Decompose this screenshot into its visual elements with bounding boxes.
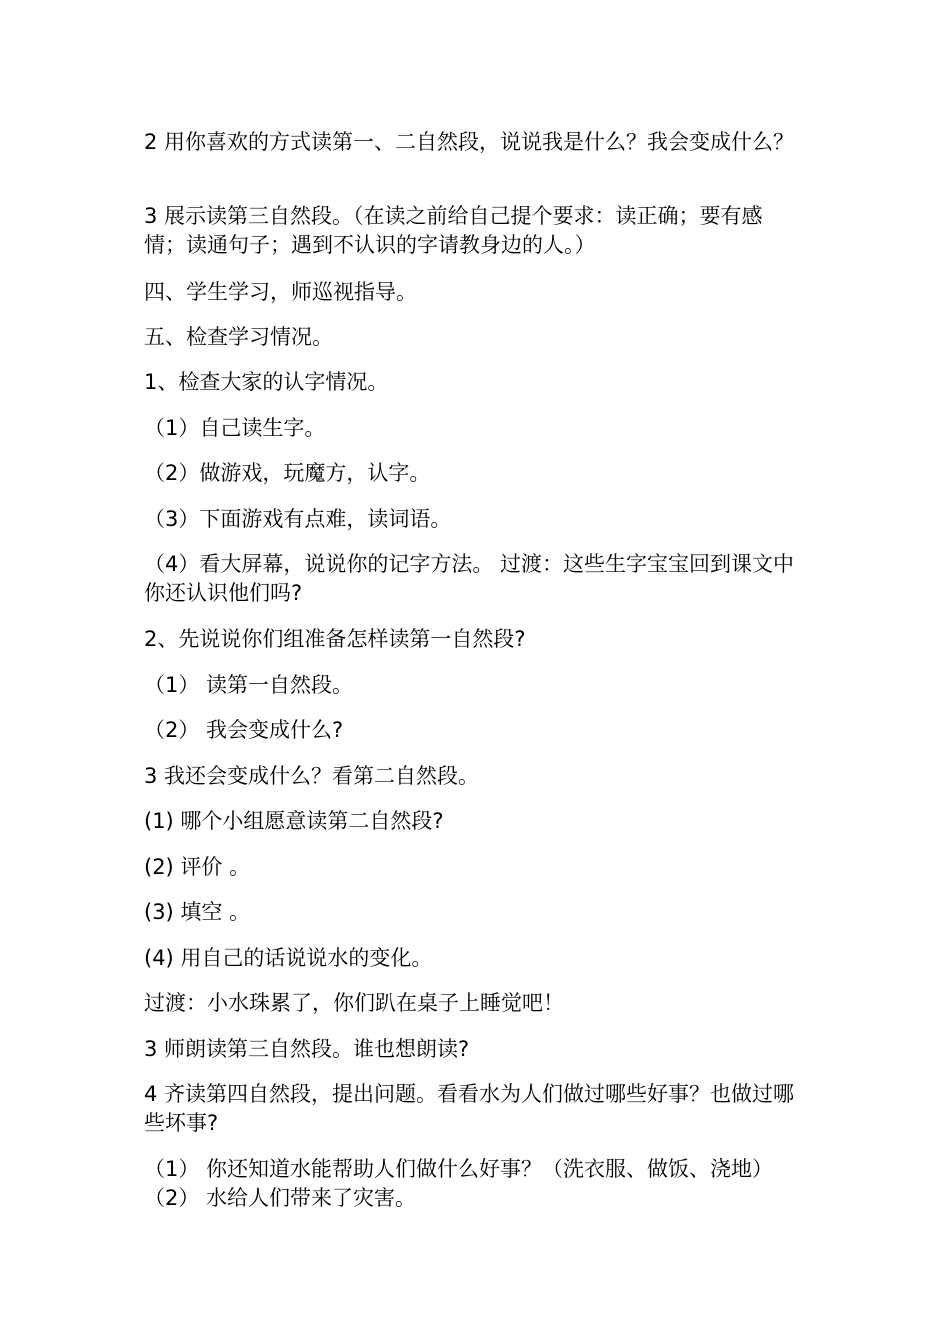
list-item-3-3: (3) 填空 。 <box>144 900 251 924</box>
list-item-2-2: （2） 我会变成什么? <box>144 718 344 742</box>
list-item-3: （3）下面游戏有点难，读词语。 <box>144 507 452 531</box>
list-item-2-1: （1） 读第一自然段。 <box>144 673 354 697</box>
list-item-4: （4）看大屏幕，说说你的记字方法。 过渡：这些生字宝宝回到课文中你还认识他们吗? <box>144 552 795 605</box>
paragraph-check-3: 3 我还会变成什么？看第二自然段。 <box>144 764 480 788</box>
paragraph-transition: 过渡：小水珠累了，你们趴在桌子上睡觉吧！ <box>144 991 564 1015</box>
paragraph-good-deeds: （1） 你还知道水能帮助人们做什么好事？（洗衣服、做饭、浇地） （2） 水给人们带来了灾害。 <box>144 1157 774 1210</box>
list-item-2: （2）做游戏，玩魔方，认字。 <box>144 461 431 485</box>
heading-section-4: 四、学生学习，师巡视指导。 <box>144 280 417 304</box>
list-item-3-2: (2) 评价 。 <box>144 855 251 879</box>
paragraph-reading-task-2: 2 用你喜欢的方式读第一、二自然段，说说我是什么？我会变成什么？ <box>144 130 795 154</box>
paragraph-check-1: 1、检查大家的认字情况。 <box>144 370 389 394</box>
list-item-3-4: (4) 用自己的话说说水的变化。 <box>144 946 433 970</box>
paragraph-group-reading-4: 4 齐读第四自然段，提出问题。看看水为人们做过哪些好事？也做过哪些坏事? <box>144 1082 795 1135</box>
heading-section-5: 五、检查学习情况。 <box>144 325 333 349</box>
paragraph-reading-task-3: 3 展示读第三自然段。（在读之前给自己提个要求：读正确；要有感情；读通句子；遇到不认识的字请教身边的人。） <box>144 204 763 257</box>
paragraph-check-2: 2、先说说你们组准备怎样读第一自然段? <box>144 627 526 651</box>
list-item-1: （1）自己读生字。 <box>144 416 326 440</box>
list-item-3-1: (1) 哪个小组愿意读第二自然段? <box>144 809 444 833</box>
paragraph-teacher-reading: 3 师朗读第三自然段。谁也想朗读? <box>144 1037 470 1061</box>
